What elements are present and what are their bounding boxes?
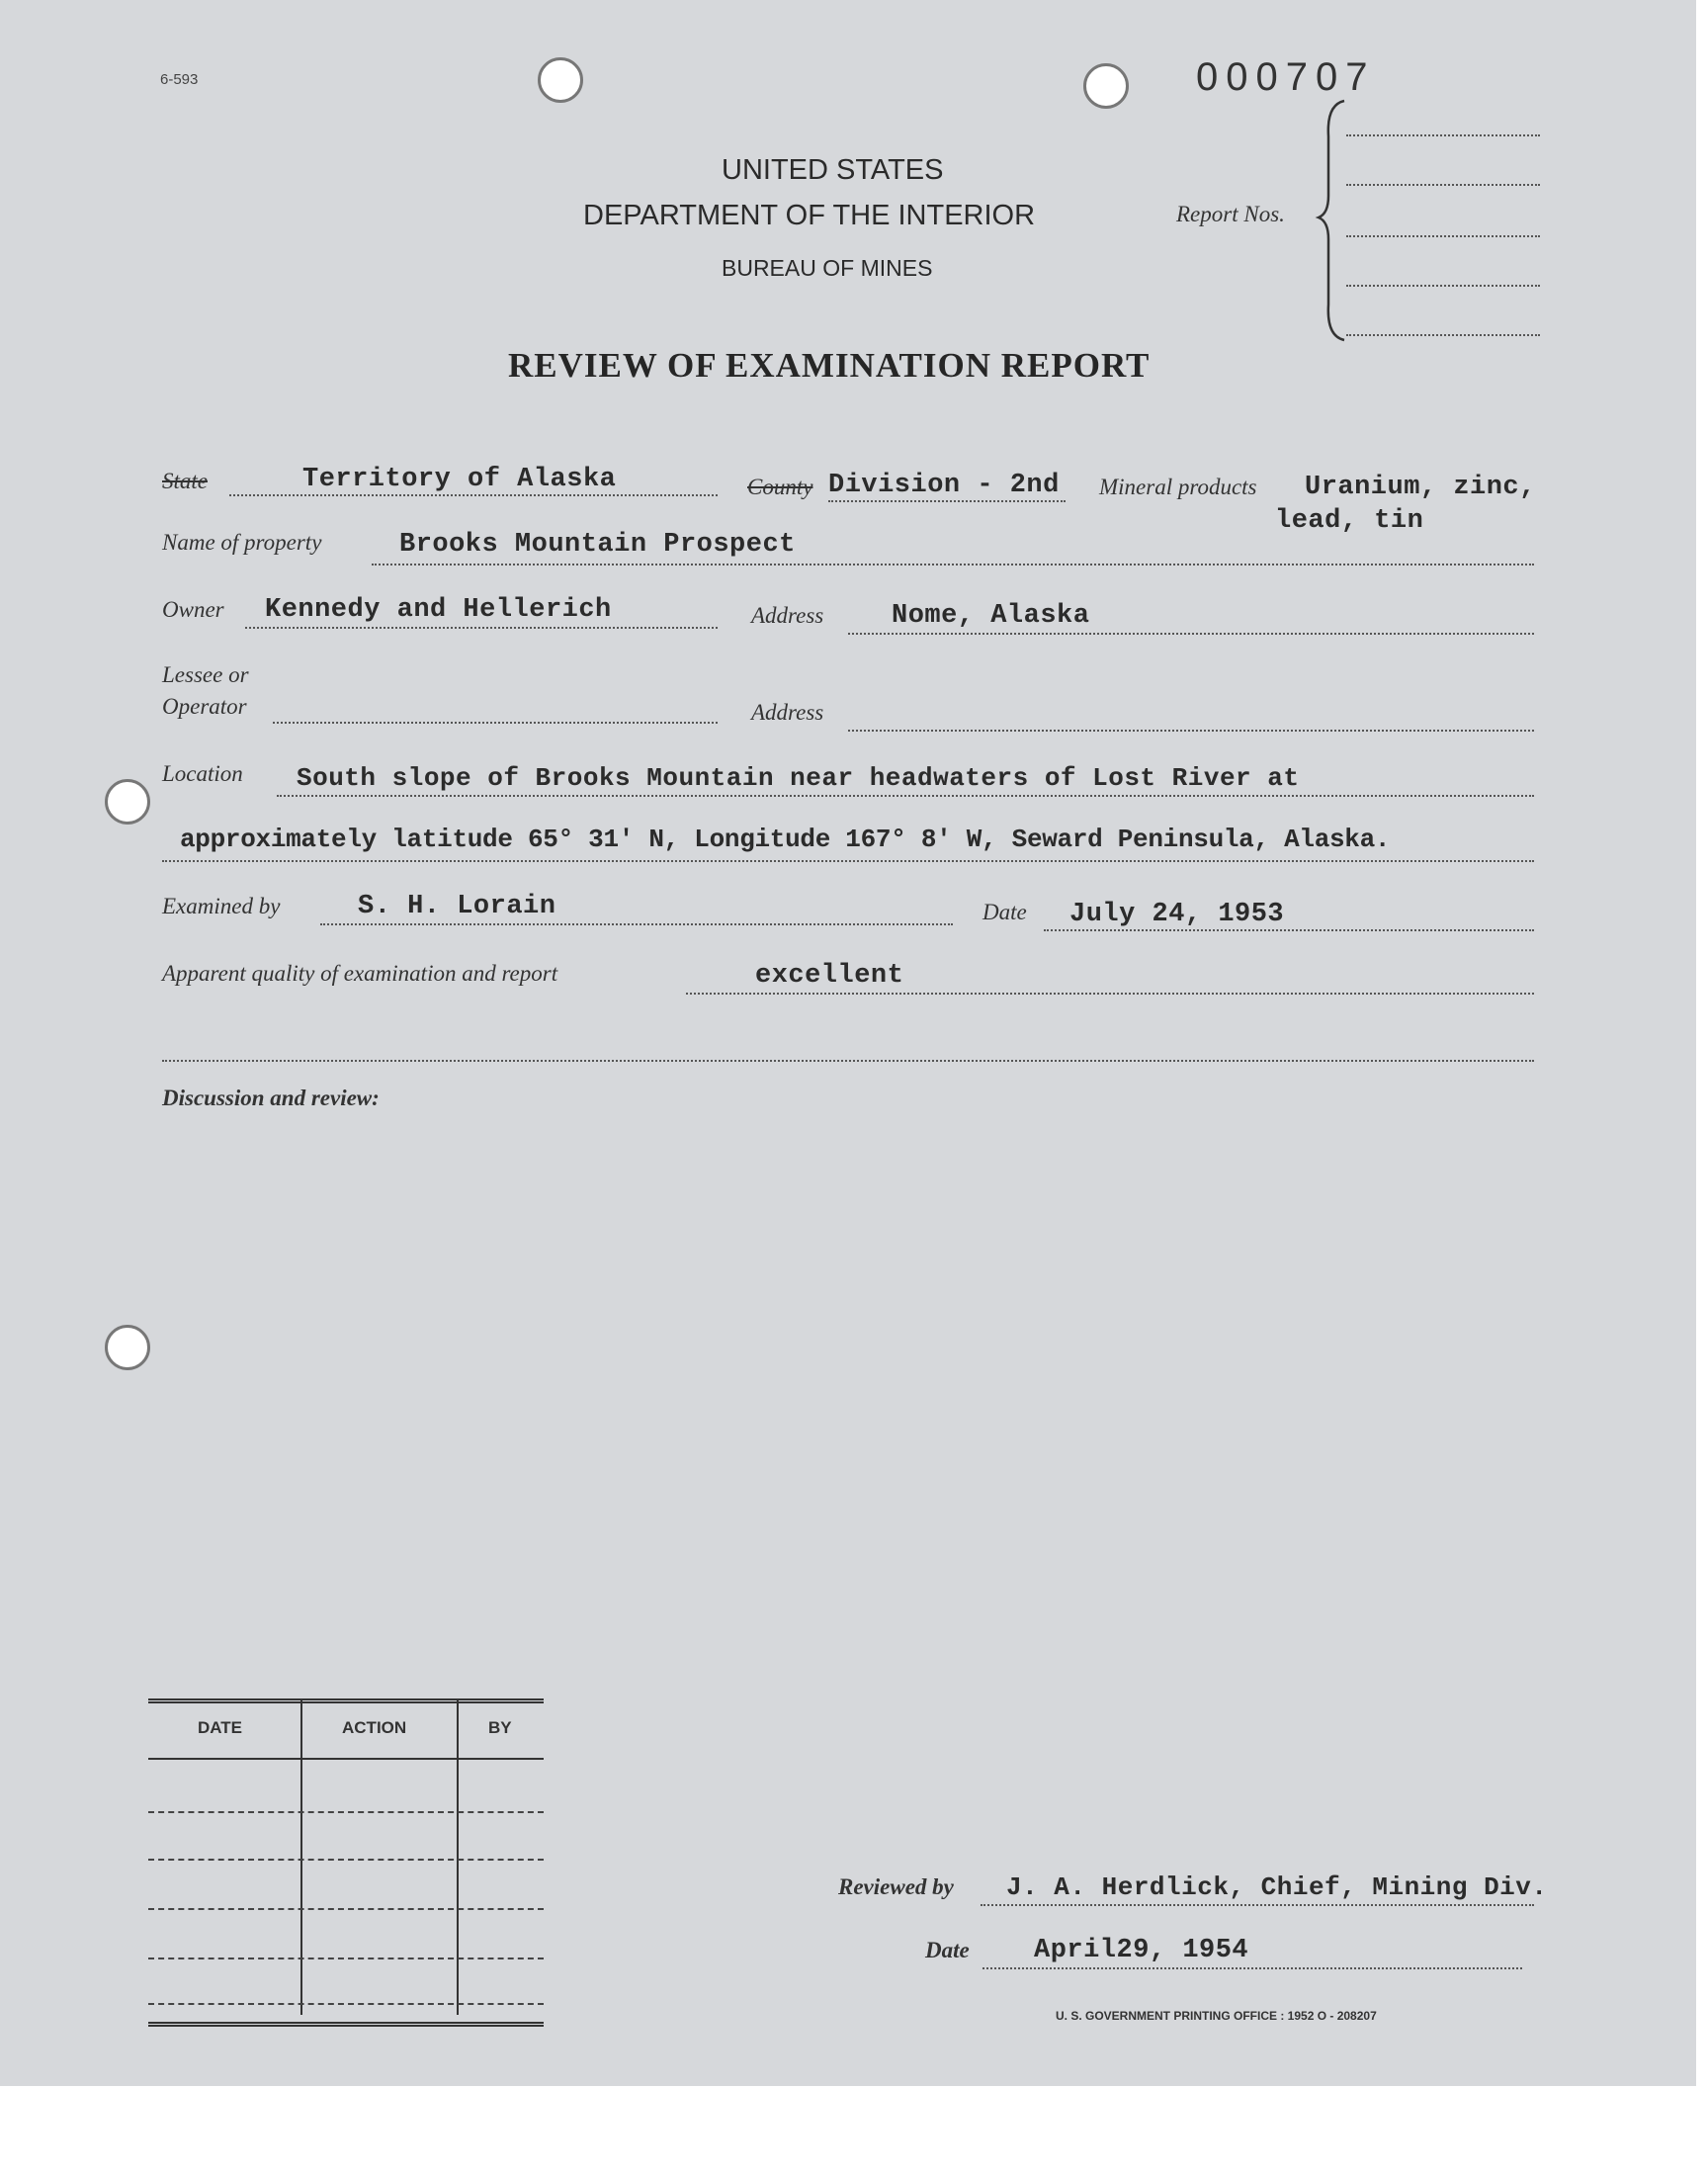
report-no-line <box>1346 235 1540 237</box>
review-date-line <box>982 1967 1522 1969</box>
location-line-2 <box>162 860 1534 862</box>
header-line-3: BUREAU OF MINES <box>722 255 933 281</box>
lessee-address-label: Address <box>751 700 824 725</box>
lessee-line <box>273 722 718 724</box>
owner-address-label: Address <box>751 603 824 628</box>
lessee-label-2: Operator <box>162 694 247 719</box>
table-row <box>148 1859 544 1861</box>
col-header-date: DATE <box>198 1718 243 1737</box>
header-line-2: DEPARTMENT OF THE INTERIOR <box>583 200 1036 231</box>
report-no-line <box>1346 184 1540 186</box>
action-log-table <box>148 1698 544 2027</box>
county-label: County <box>747 475 813 499</box>
owner-line <box>245 627 718 629</box>
punch-hole <box>1083 63 1129 109</box>
county-value: Division - 2nd <box>828 471 1060 500</box>
quality-line <box>686 993 1534 995</box>
reviewed-line <box>981 1904 1534 1906</box>
document-number: 000707 <box>1196 55 1376 99</box>
lessee-label-1: Lessee or <box>162 662 249 687</box>
report-nos-label: Report Nos. <box>1176 202 1285 226</box>
col-header-by: BY <box>488 1718 512 1737</box>
examined-value: S. H. Lorain <box>358 892 556 921</box>
property-value: Brooks Mountain Prospect <box>399 530 796 560</box>
table-row <box>148 1811 544 1813</box>
report-no-line <box>1346 334 1540 336</box>
table-header-rule <box>148 1758 544 1760</box>
punch-hole <box>105 1325 150 1370</box>
mineral-value-2: lead, tin <box>1275 506 1424 536</box>
reviewed-value: J. A. Herdlick, Chief, Mining Div. <box>1006 1872 1548 1902</box>
location-line-1 <box>277 795 1534 797</box>
review-date-label: Date <box>925 1938 970 1962</box>
mineral-value-1: Uranium, zinc, <box>1305 473 1536 502</box>
review-date-value: April29, 1954 <box>1034 1936 1249 1965</box>
state-value: Territory of Alaska <box>302 465 617 494</box>
printing-office-line: U. S. GOVERNMENT PRINTING OFFICE : 1952 O - 208207 <box>1056 2009 1377 2023</box>
date-label: Date <box>982 900 1027 924</box>
table-row <box>148 1908 544 1910</box>
mineral-label: Mineral products <box>1099 475 1257 499</box>
date-line <box>1044 929 1534 931</box>
owner-value: Kennedy and Hellerich <box>265 595 612 625</box>
table-row <box>148 2003 544 2005</box>
form-title: REVIEW OF EXAMINATION REPORT <box>508 346 1151 385</box>
lessee-address-line <box>848 730 1534 732</box>
owner-address-value: Nome, Alaska <box>892 601 1090 631</box>
owner-address-line <box>848 633 1534 635</box>
state-label: State <box>162 469 208 493</box>
col-header-action: ACTION <box>342 1718 407 1737</box>
property-label: Name of property <box>162 530 322 555</box>
owner-label: Owner <box>162 597 224 622</box>
state-line <box>229 494 718 496</box>
table-divider <box>300 1700 302 2015</box>
location-label: Location <box>162 761 243 786</box>
county-line <box>828 500 1066 502</box>
punch-hole <box>105 779 150 825</box>
reviewed-label: Reviewed by <box>838 1874 954 1899</box>
examined-label: Examined by <box>162 894 281 918</box>
table-divider <box>457 1700 459 2015</box>
header-line-1: UNITED STATES <box>722 154 944 186</box>
report-no-line <box>1346 134 1540 136</box>
examined-line <box>320 923 953 925</box>
property-line <box>372 564 1534 566</box>
punch-hole <box>538 57 583 103</box>
quality-label: Apparent quality of examination and report <box>162 961 558 986</box>
location-value-1: South slope of Brooks Mountain near headwaters of Lost River at <box>297 763 1300 793</box>
date-value: July 24, 1953 <box>1069 900 1285 929</box>
quality-line-2 <box>162 1060 1534 1062</box>
quality-value: excellent <box>755 961 904 991</box>
location-value-2: approximately latitude 65° 31' N, Longitude 167° 8' W, Seward Peninsula, Alaska. <box>180 825 1391 854</box>
form-code: 6-593 <box>160 71 199 88</box>
table-row <box>148 1958 544 1959</box>
discussion-label: Discussion and review: <box>162 1086 380 1110</box>
report-no-line <box>1346 285 1540 287</box>
